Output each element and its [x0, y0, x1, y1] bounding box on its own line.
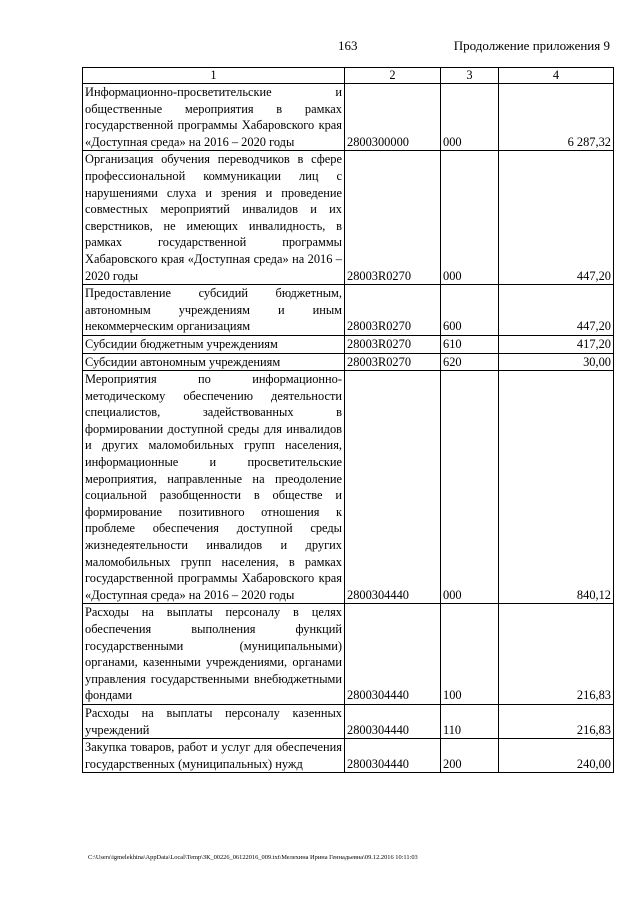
row-name: Субсидии автономным учреждениям — [83, 353, 345, 371]
row-amount: 447,20 — [499, 151, 614, 285]
row-code: 28003R0270 — [345, 151, 441, 285]
table-row — [83, 151, 614, 285]
row-code: 2800304440 — [345, 371, 441, 604]
table-row — [83, 604, 614, 705]
column-header-3: 3 — [441, 68, 499, 84]
row-type: 110 — [441, 704, 499, 738]
row-amount: 216,83 — [499, 604, 614, 705]
page-number: 163 — [338, 38, 358, 53]
row-name: Закупка товаров, работ и услуг для обеспечения государственных (муниципальных) нужд — [83, 739, 345, 773]
appendix-continuation-label: Продолжение приложения 9 — [453, 38, 610, 53]
table-row — [83, 371, 614, 604]
row-amount: 216,83 — [499, 704, 614, 738]
table-row — [83, 704, 614, 738]
row-type: 610 — [441, 335, 499, 353]
table-row — [83, 335, 614, 353]
row-type: 200 — [441, 739, 499, 773]
row-type: 000 — [441, 151, 499, 285]
row-name: Организация обучения переводчиков в сфере профессиональной коммуникации лиц с нарушениями слуха и зрения и проведение совместных мероприятий инвалидов и их сверстников, не имеющих инвалидность, в рамках государственной программы Хабаровского края «Доступная среда» на 2016 – 2020 годы — [83, 151, 345, 285]
row-code: 2800304440 — [345, 604, 441, 705]
row-code: 28003R0270 — [345, 335, 441, 353]
file-path-footer: C:\Users\igmelekhina\AppData\Local\Temp\ЗК_00226_06122016_009.txt\Мелехина Ирина Геннадьевна\09.12.2016 10:11:03 — [88, 854, 418, 861]
row-name: Предоставление субсидий бюджетным, автономным учреждениям и иным некоммерческим организациям — [83, 285, 345, 336]
row-name: Расходы на выплаты персоналу в целях обеспечения выполнения функций государственными (муниципальными) органами, казенными учреждениями, органами управления государственными внебюджетными фондами — [83, 604, 345, 705]
row-name: Расходы на выплаты персоналу казенных учреждений — [83, 704, 345, 738]
row-code: 28003R0270 — [345, 285, 441, 336]
column-header-2: 2 — [345, 68, 441, 84]
table-row — [83, 353, 614, 371]
row-amount: 447,20 — [499, 285, 614, 336]
table-row — [83, 285, 614, 336]
row-name: Информационно-просветительские и общественные мероприятия в рамках государственной программы Хабаровского края «Доступная среда» на 2016 – 2020 годы — [83, 84, 345, 151]
table-header — [83, 68, 614, 84]
row-amount: 417,20 — [499, 335, 614, 353]
table-row — [83, 84, 614, 151]
row-type: 100 — [441, 604, 499, 705]
column-header-4: 4 — [499, 68, 614, 84]
row-code: 28003R0270 — [345, 353, 441, 371]
row-code: 2800304440 — [345, 739, 441, 773]
row-name: Субсидии бюджетным учреждениям — [83, 335, 345, 353]
row-name: Мероприятия по информационно-методическому обеспечению деятельности специалистов, задействованных в формировании доступной среды для инвалидов и других маломобильных групп населения, информационные и просветительские мероприятия, направленные на преодоление социальной разобщенности в обществе и формирование позитивного отношения к проблеме обеспечения доступной среды жизнедеятельности инвалидов и других маломобильных групп населения, в рамках государственной программы Хабаровского края «Доступная среда» на 2016 – 2020 годы — [83, 371, 345, 604]
row-amount: 240,00 — [499, 739, 614, 773]
table-row — [83, 739, 614, 773]
row-type: 620 — [441, 353, 499, 371]
row-type: 600 — [441, 285, 499, 336]
table-header-row — [83, 68, 614, 84]
row-code: 2800300000 — [345, 84, 441, 151]
table-body — [83, 84, 614, 773]
row-type: 000 — [441, 84, 499, 151]
budget-table — [82, 67, 614, 773]
row-amount: 30,00 — [499, 353, 614, 371]
row-amount: 840,12 — [499, 371, 614, 604]
row-amount: 6 287,32 — [499, 84, 614, 151]
row-type: 000 — [441, 371, 499, 604]
column-header-1: 1 — [83, 68, 345, 84]
row-code: 2800304440 — [345, 704, 441, 738]
